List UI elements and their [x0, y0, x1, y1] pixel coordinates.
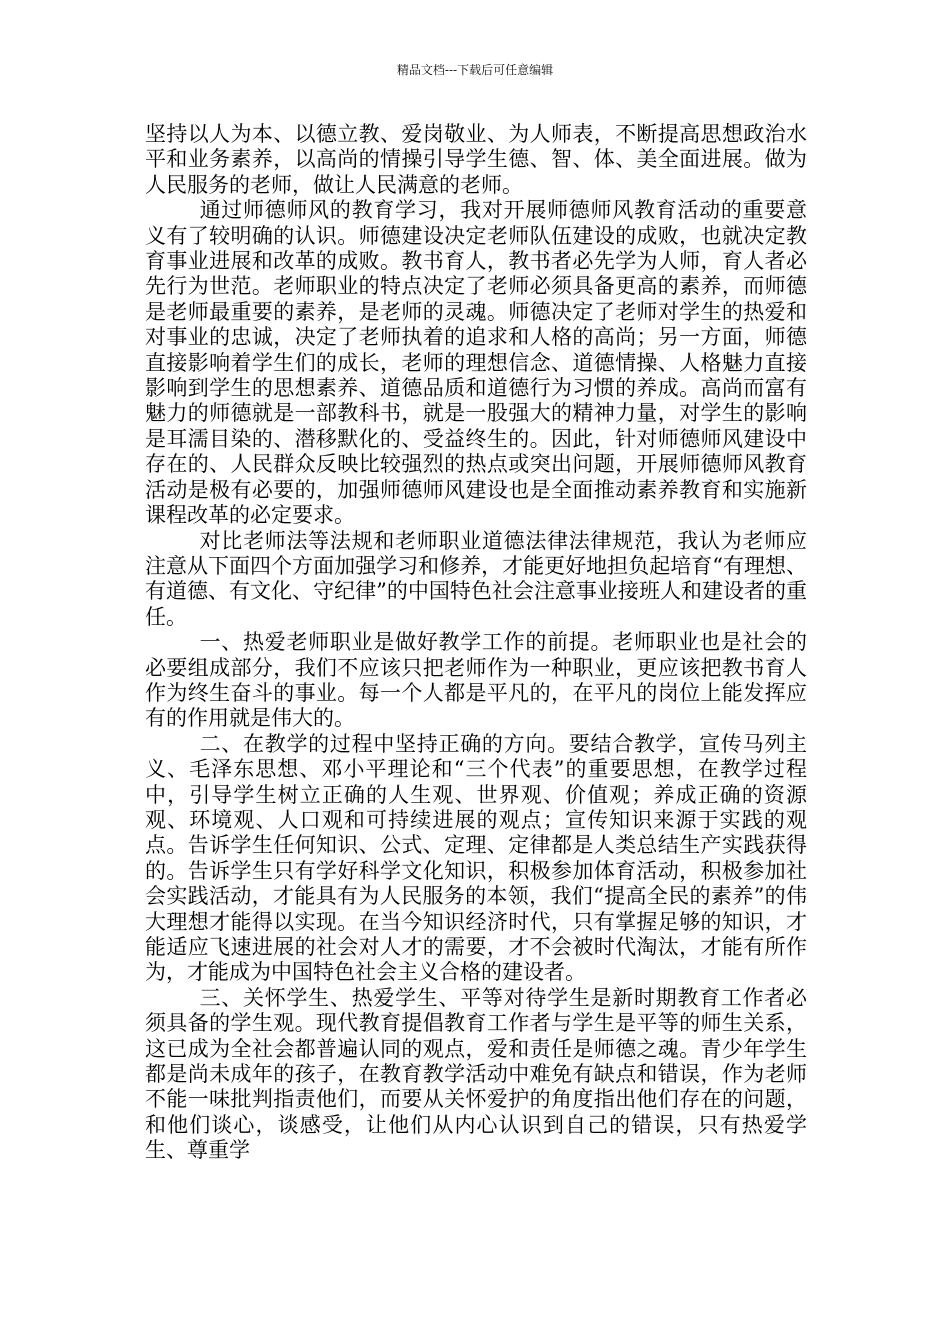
paragraph: 一、热爱老师职业是做好教学工作的前提。老师职业也是社会的必要组成部分，我们不应该只把老师作为一种职业，更应该把教书育人作为终生奋斗的事业。每一个人都是平凡的，在平凡的岗位上能发挥应有的作用就是伟大的。	[145, 630, 807, 731]
paragraph: 对比老师法等法规和老师职业道德法律法律规范，我认为老师应注意从下面四个方面加强学习和修养，才能更好地担负起培育“有理想、有道德、有文化、守纪律”的中国特色社会注意事业接班人和建设者的重任。	[145, 528, 807, 629]
document-body	[145, 122, 807, 1164]
page-header: 精品文档---下载后可任意编辑	[396, 63, 554, 77]
paragraph: 坚持以人为本、以德立教、爱岗敬业、为人师表，不断提高思想政治水平和业务素养，以高尚的情操引导学生德、智、体、美全面进展。做为人民服务的老师，做让人民满意的老师。	[145, 122, 807, 197]
paragraph: 三、关怀学生、热爱学生、平等对待学生是新时期教育工作者必须具备的学生观。现代教育提倡教育工作者与学生是平等的师生关系，这已成为全社会都普遍认同的观点，爱和责任是师德之魂。青少年学生都是尚未成年的孩子，在教育教学活动中难免有缺点和错误，作为老师不能一味批判指责他们，而要从关怀爱护的角度指出他们存在的问题，和他们谈心，谈感受，让他们从内心认识到自己的错误，只有热爱学生、尊重学	[145, 985, 807, 1163]
paragraph: 二、在教学的过程中坚持正确的方向。要结合教学，宣传马列主义、毛泽东思想、邓小平理论和“三个代表”的重要思想，在教学过程中，引导学生树立正确的人生观、世界观、价值观；养成正确的资源观、环境观、人口观和可持续进展的观点；宣传知识来源于实践的观点。告诉学生任何知识、公式、定理、定律都是人类总结生产实践获得的。告诉学生只有学好科学文化知识，积极参加体育活动，积极参加社会实践活动，才能具有为人民服务的本领，我们“提高全民的素养”的伟大理想才能得以实现。在当今知识经济时代，只有掌握足够的知识，才能适应飞速进展的社会对人才的需要，才不会被时代淘汰，才能有所作为，才能成为中国特色社会主义合格的建设者。	[145, 731, 807, 985]
paragraph: 通过师德师风的教育学习，我对开展师德师风教育活动的重要意义有了较明确的认识。师德建设决定老师队伍建设的成败，也就决定教育事业进展和改革的成败。教书育人，教书者必先学为人师，育人者必先行为世范。老师职业的特点决定了老师必须具备更高的素养，而师德是老师最重要的素养，是老师的灵魂。师德决定了老师对学生的热爱和对事业的忠诚，决定了老师执着的追求和人格的高尚；另一方面，师德直接影响着学生们的成长，老师的理想信念、道德情操、人格魅力直接影响到学生的思想素养、道德品质和道德行为习惯的养成。高尚而富有魅力的师德就是一部教科书，就是一股强大的精神力量，对学生的影响是耳濡目染的、潜移默化的、受益终生的。因此，针对师德师风建设中存在的、人民群众反映比较强烈的热点或突出问题，开展师德师风教育活动是极有必要的，加强师德师风建设也是全面推动素养教育和实施新课程改革的必定要求。	[145, 198, 807, 528]
